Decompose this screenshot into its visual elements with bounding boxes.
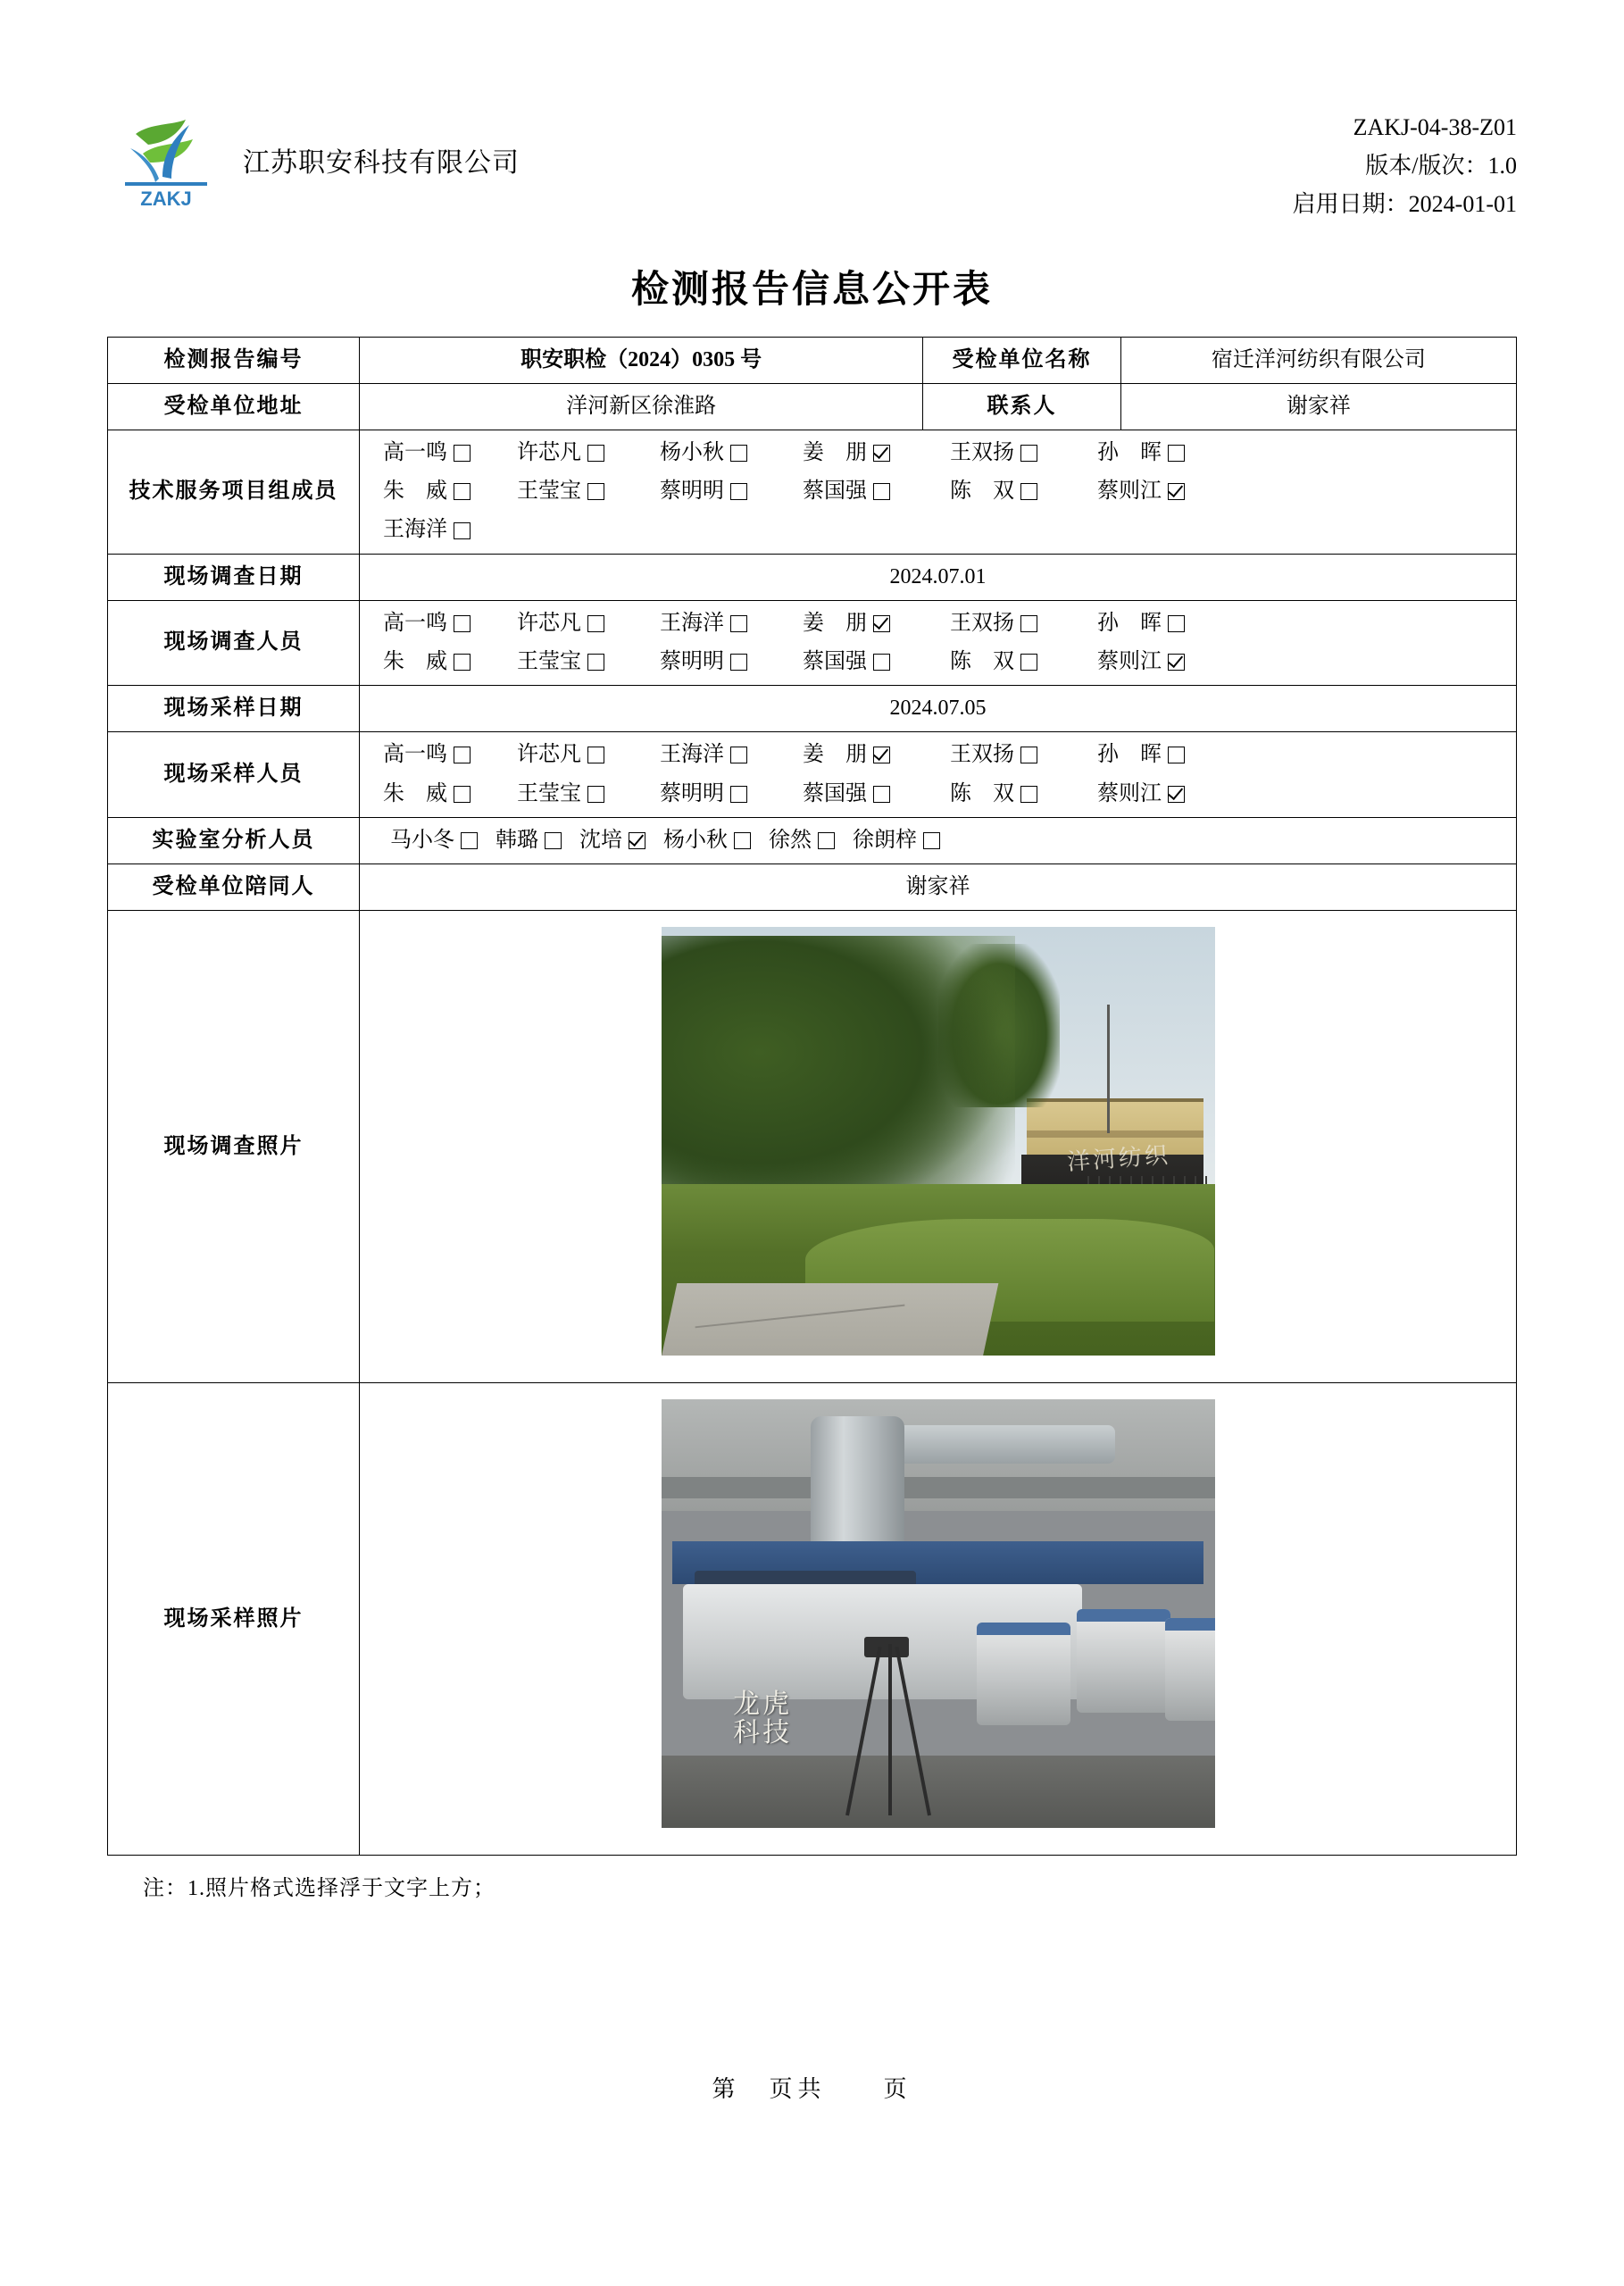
person-checkbox-item[interactable] xyxy=(390,824,478,857)
tripod-leg xyxy=(895,1647,932,1815)
checkbox-icon[interactable] xyxy=(1168,747,1185,763)
sampling-staff-label: 现场采样人员 xyxy=(108,732,360,817)
checkbox-icon[interactable] xyxy=(587,786,604,803)
person-checkbox-item[interactable] xyxy=(660,607,803,640)
checkbox-icon[interactable] xyxy=(454,786,471,803)
sampling-tripod xyxy=(821,1644,954,1815)
person-name: 陈 双 xyxy=(950,480,1015,504)
checkbox-icon[interactable] xyxy=(454,483,471,500)
checkbox-icon[interactable] xyxy=(454,654,471,671)
lab-staff-grid xyxy=(383,824,1507,857)
fiber-drum xyxy=(1077,1609,1170,1712)
header-meta xyxy=(1293,89,1517,224)
table-row xyxy=(108,686,1517,732)
person-name: 王莹宝 xyxy=(517,649,582,673)
checkbox-icon[interactable] xyxy=(1020,483,1037,500)
person-checkbox-item[interactable] xyxy=(950,778,1097,811)
company-logo-icon xyxy=(107,107,223,213)
checkbox-icon[interactable] xyxy=(587,483,604,500)
unit-name-value: 宿迁洋河纺织有限公司 xyxy=(1120,337,1516,383)
person-name: 王双扬 xyxy=(950,743,1015,767)
escort-label: 受检单位陪同人 xyxy=(108,864,360,910)
tripod-head xyxy=(864,1637,910,1657)
page-number: 第 页共 页 xyxy=(712,2076,912,2103)
person-name: 王莹宝 xyxy=(517,781,582,805)
checkbox-icon[interactable] xyxy=(923,832,940,849)
person-name: 朱 威 xyxy=(383,649,448,673)
person-checkbox-item[interactable] xyxy=(803,475,950,508)
survey-photo xyxy=(662,927,1215,1356)
lab-staff-label: 实验室分析人员 xyxy=(108,817,360,864)
person-name: 姜 朋 xyxy=(803,441,868,465)
page-title: 检测报告信息公开表 xyxy=(630,269,993,311)
drum-top xyxy=(1165,1618,1215,1631)
checkbox-checked-icon[interactable] xyxy=(873,615,890,632)
contact-label: 联系人 xyxy=(923,383,1121,430)
person-checkbox-item[interactable] xyxy=(950,437,1097,470)
person-name: 沈培 xyxy=(579,828,623,852)
tripod-leg xyxy=(845,1647,882,1815)
person-name: 徐然 xyxy=(769,828,812,852)
person-name: 蔡则江 xyxy=(1097,649,1162,673)
table-row xyxy=(108,554,1517,600)
person-checkbox-item[interactable] xyxy=(950,738,1097,772)
survey-date-label: 现场调查日期 xyxy=(108,554,360,600)
escort-value: 谢家祥 xyxy=(360,864,1517,910)
sampling-date-label: 现场采样日期 xyxy=(108,686,360,732)
person-checkbox-item[interactable] xyxy=(660,475,803,508)
document-header xyxy=(107,89,1517,224)
sampling-staff-cell xyxy=(360,732,1517,817)
report-no-label: 检测报告编号 xyxy=(108,337,360,383)
checkbox-icon[interactable] xyxy=(587,747,604,763)
person-checkbox-item[interactable] xyxy=(803,778,950,811)
checkbox-icon[interactable] xyxy=(1020,786,1037,803)
survey-photo-label: 现场调查照片 xyxy=(108,911,360,1383)
person-checkbox-item[interactable] xyxy=(660,738,803,772)
checkbox-icon[interactable] xyxy=(454,615,471,632)
person-checkbox-item[interactable] xyxy=(950,646,1097,679)
person-checkbox-item[interactable] xyxy=(383,513,517,546)
checkbox-icon[interactable] xyxy=(818,832,835,849)
team-label: 技术服务项目组成员 xyxy=(108,430,360,555)
person-name: 许芯凡 xyxy=(517,611,582,635)
person-checkbox-item[interactable] xyxy=(383,738,517,772)
checkbox-icon[interactable] xyxy=(873,786,890,803)
person-checkbox-item[interactable] xyxy=(1097,475,1231,508)
person-checkbox-item[interactable] xyxy=(517,437,660,470)
checkbox-icon[interactable] xyxy=(545,832,562,849)
person-name: 姜 朋 xyxy=(803,611,868,635)
survey-staff-label: 现场调查人员 xyxy=(108,600,360,685)
unit-address-label: 受检单位地址 xyxy=(108,383,360,430)
person-name: 高一鸣 xyxy=(383,743,448,767)
checkbox-icon[interactable] xyxy=(730,615,747,632)
sampling-photo-cell xyxy=(360,1383,1517,1856)
team-members-cell xyxy=(360,430,1517,555)
person-checkbox-item[interactable] xyxy=(517,778,660,811)
person-checkbox-item[interactable] xyxy=(853,824,940,857)
person-checkbox-item[interactable] xyxy=(383,437,517,470)
person-name: 朱 威 xyxy=(383,781,448,805)
person-name: 王双扬 xyxy=(950,611,1015,635)
company-brand xyxy=(107,89,520,213)
checkbox-icon[interactable] xyxy=(1168,445,1185,462)
road xyxy=(662,1283,998,1356)
person-name: 孙 晖 xyxy=(1097,441,1162,465)
contact-value: 谢家祥 xyxy=(1120,383,1516,430)
person-name: 蔡国强 xyxy=(803,480,868,504)
table-row xyxy=(108,430,1517,555)
checkbox-checked-icon[interactable] xyxy=(629,832,645,849)
table-row xyxy=(108,732,1517,817)
checkbox-icon[interactable] xyxy=(734,832,751,849)
person-checkbox-item[interactable] xyxy=(803,738,950,772)
person-name: 蔡明明 xyxy=(660,649,725,673)
sampling-photo-label: 现场采样照片 xyxy=(108,1383,360,1856)
person-name: 徐朗梓 xyxy=(853,828,918,852)
doc-effective-date: 启用日期：2024-01-01 xyxy=(1292,190,1517,217)
person-name: 蔡则江 xyxy=(1097,781,1162,805)
checkbox-icon[interactable] xyxy=(1168,615,1185,632)
company-name: 江苏职安科技有限公司 xyxy=(243,148,520,178)
person-name: 王双扬 xyxy=(950,441,1015,465)
checkbox-icon[interactable] xyxy=(873,483,890,500)
person-checkbox-item[interactable] xyxy=(517,475,660,508)
person-checkbox-item[interactable] xyxy=(517,738,660,772)
survey-date-value: 2024.07.01 xyxy=(360,554,1517,600)
person-name: 杨小秋 xyxy=(660,441,725,465)
person-name: 姜 朋 xyxy=(803,743,868,767)
checkbox-icon[interactable] xyxy=(873,654,890,671)
checkbox-icon[interactable] xyxy=(730,654,747,671)
person-name: 蔡则江 xyxy=(1097,480,1162,504)
person-name: 高一鸣 xyxy=(383,611,448,635)
table-row xyxy=(108,911,1517,1383)
table-row xyxy=(108,337,1517,383)
checkbox-icon[interactable] xyxy=(1020,445,1037,462)
person-checkbox-item[interactable] xyxy=(660,646,803,679)
person-checkbox-item[interactable] xyxy=(1097,437,1231,470)
person-checkbox-item[interactable] xyxy=(950,475,1097,508)
table-row xyxy=(108,1383,1517,1856)
person-checkbox-item[interactable] xyxy=(803,437,950,470)
survey-staff-grid xyxy=(383,607,1507,679)
unit-address-value: 洋河新区徐淮路 xyxy=(360,383,923,430)
checkbox-checked-icon[interactable] xyxy=(873,445,890,462)
sampling-photo xyxy=(662,1399,1215,1828)
table-row xyxy=(108,864,1517,910)
person-checkbox-item[interactable] xyxy=(1097,778,1231,811)
person-checkbox-item[interactable] xyxy=(1097,607,1231,640)
sampling-date-value: 2024.07.05 xyxy=(360,686,1517,732)
doc-version: 版本/版次：1.0 xyxy=(1365,152,1517,179)
checkbox-icon[interactable] xyxy=(1020,747,1037,763)
person-checkbox-item[interactable] xyxy=(383,646,517,679)
person-name: 王海洋 xyxy=(660,743,725,767)
checkbox-icon[interactable] xyxy=(454,445,471,462)
person-checkbox-item[interactable] xyxy=(769,824,835,857)
wall-sign-text: 洋河纺织 xyxy=(1065,1142,1171,1176)
report-no-value: 职安职检（2024）0305 号 xyxy=(360,337,923,383)
utility-pole xyxy=(1107,1005,1110,1133)
person-name: 高一鸣 xyxy=(383,441,448,465)
table-row xyxy=(108,817,1517,864)
person-checkbox-item[interactable] xyxy=(383,475,517,508)
person-checkbox-item[interactable] xyxy=(660,437,803,470)
person-checkbox-item[interactable] xyxy=(660,778,803,811)
person-name: 蔡国强 xyxy=(803,781,868,805)
checkbox-icon[interactable] xyxy=(454,747,471,763)
person-checkbox-item[interactable] xyxy=(663,824,751,857)
checkbox-icon[interactable] xyxy=(587,615,604,632)
person-checkbox-item[interactable] xyxy=(496,824,562,857)
person-name: 陈 双 xyxy=(950,649,1015,673)
checkbox-checked-icon[interactable] xyxy=(1168,654,1185,671)
person-name: 杨小秋 xyxy=(663,828,729,852)
person-name: 蔡明明 xyxy=(660,781,725,805)
checkbox-icon[interactable] xyxy=(730,483,747,500)
sampling-staff-grid xyxy=(383,738,1507,810)
person-name: 王海洋 xyxy=(383,518,448,542)
checkbox-checked-icon[interactable] xyxy=(1168,483,1185,500)
survey-staff-cell xyxy=(360,600,1517,685)
person-name: 蔡国强 xyxy=(803,649,868,673)
person-name: 朱 威 xyxy=(383,480,448,504)
checkbox-icon[interactable] xyxy=(730,786,747,803)
drum-top xyxy=(977,1623,1070,1635)
drum-top xyxy=(1077,1609,1170,1622)
person-name: 许芯凡 xyxy=(517,441,582,465)
checkbox-icon[interactable] xyxy=(461,832,478,849)
person-name: 韩璐 xyxy=(496,828,539,852)
horizontal-duct xyxy=(883,1425,1115,1464)
footnote: 注：1.照片格式选择浮于文字上方； xyxy=(143,1877,496,1901)
person-checkbox-item[interactable] xyxy=(579,824,645,857)
checkbox-icon[interactable] xyxy=(730,445,747,462)
ceiling-beam xyxy=(662,1477,1215,1498)
person-name: 马小冬 xyxy=(390,828,455,852)
fiber-drum xyxy=(1165,1618,1215,1721)
fiber-drum xyxy=(977,1623,1070,1725)
person-name: 王莹宝 xyxy=(517,480,582,504)
person-checkbox-item[interactable] xyxy=(1097,738,1231,772)
person-checkbox-item[interactable] xyxy=(1097,646,1231,679)
checkbox-icon[interactable] xyxy=(587,654,604,671)
checkbox-icon[interactable] xyxy=(587,445,604,462)
table-row xyxy=(108,383,1517,430)
person-name: 蔡明明 xyxy=(660,480,725,504)
checkbox-icon[interactable] xyxy=(454,522,471,539)
person-name: 王海洋 xyxy=(660,611,725,635)
machine-brand-text: 龙虎 科技 xyxy=(733,1689,793,1748)
person-checkbox-item[interactable] xyxy=(517,607,660,640)
checkbox-checked-icon[interactable] xyxy=(873,747,890,763)
person-checkbox-item[interactable] xyxy=(383,607,517,640)
checkbox-icon[interactable] xyxy=(1020,654,1037,671)
person-checkbox-item[interactable] xyxy=(950,607,1097,640)
person-name: 孙 晖 xyxy=(1097,611,1162,635)
person-name: 陈 双 xyxy=(950,781,1015,805)
tripod-leg xyxy=(888,1644,892,1815)
person-checkbox-item[interactable] xyxy=(803,607,950,640)
person-name: 孙 晖 xyxy=(1097,743,1162,767)
person-name: 许芯凡 xyxy=(517,743,582,767)
person-checkbox-item[interactable] xyxy=(803,646,950,679)
table-row xyxy=(108,600,1517,685)
doc-code: ZAKJ-04-38-Z01 xyxy=(1353,114,1517,140)
checkbox-icon[interactable] xyxy=(730,747,747,763)
info-table xyxy=(107,337,1517,1856)
team-members-grid xyxy=(383,437,1507,547)
person-checkbox-item[interactable] xyxy=(517,646,660,679)
person-checkbox-item[interactable] xyxy=(383,778,517,811)
checkbox-checked-icon[interactable] xyxy=(1168,786,1185,803)
unit-name-label: 受检单位名称 xyxy=(923,337,1121,383)
lab-staff-cell xyxy=(360,817,1517,864)
checkbox-icon[interactable] xyxy=(1020,615,1037,632)
svg-text:ZAKJ: ZAKJ xyxy=(140,188,192,210)
survey-photo-cell xyxy=(360,911,1517,1383)
